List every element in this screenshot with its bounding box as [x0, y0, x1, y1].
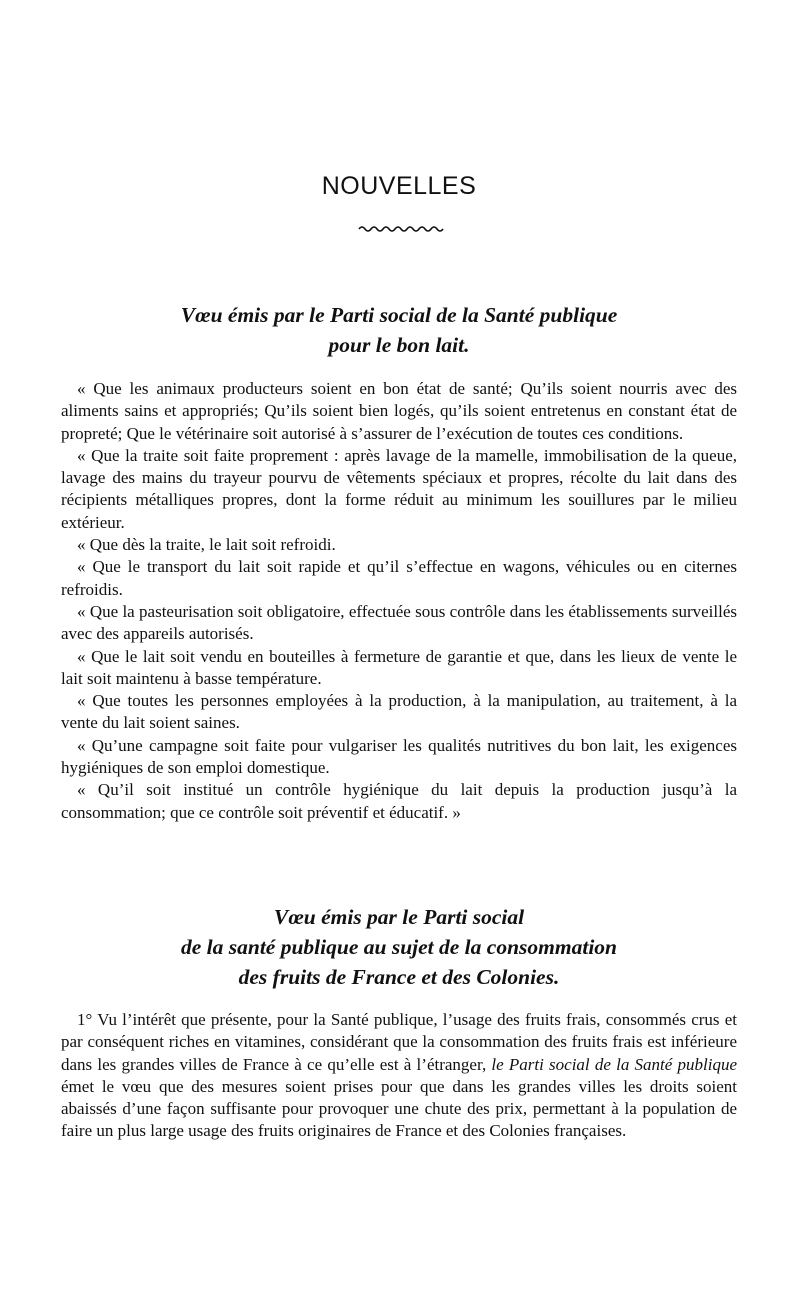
paragraph-text: émet le vœu que des mesures soient prises pour que dans les grandes villes les droits soient abaissés d’une façon suffisante pour provoquer une chute des prix, permettant à la population de faire un plus large usage des fruits originaires de France et des Colonies françaises.	[61, 1076, 737, 1141]
section1-body	[61, 378, 737, 824]
section2-body	[61, 1009, 737, 1143]
page-title: NOUVELLES	[321, 172, 477, 200]
section1-heading-line1: Vœu émis par le Parti social de la Santé publique	[180, 303, 618, 327]
paragraph: « Qu’il soit institué un contrôle hygiénique du lait depuis la production jusqu’à la consommation; que ce contrôle soit préventif et éducatif. »	[61, 780, 737, 822]
section1-heading	[61, 300, 737, 360]
section2-heading-line2: de la santé publique au sujet de la consommation	[180, 935, 617, 959]
paragraph: « Que le transport du lait soit rapide et qu’il s’effectue en wagons, véhicules ou en citernes refroidis.	[61, 557, 737, 599]
paragraph: « Que la traite soit faite proprement : après lavage de la mamelle, immobilisation de la queue, lavage des mains du trayeur pourvu de vêtements spéciaux et propres, récolte du lait dans des récipients métalliques propres, dont la forme réduit au minimum les souillures par le milieu extérieur.	[61, 445, 737, 532]
paragraph: « Que la pasteurisation soit obligatoire, effectuée sous contrôle dans les établissements surveillés avec des appareils autorisés.	[61, 601, 737, 644]
section2-heading-line3: des fruits de France et des Colonies.	[238, 965, 560, 989]
paragraph: « Que toutes les personnes employées à la production, à la manipulation, au traitement, à la vente du lait soient saines.	[61, 691, 737, 733]
paragraph: « Qu’une campagne soit faite pour vulgariser les qualités nutritives du bon lait, les exigences hygiéniques de son emploi domestique.	[61, 735, 737, 778]
section1-heading-line2: pour le bon lait.	[328, 333, 470, 357]
paragraph: « Que le lait soit vendu en bouteilles à fermeture de garantie et que, dans les lieux de vente le lait soit maintenu à basse température.	[61, 646, 737, 688]
wavy-ornament-icon	[357, 224, 447, 234]
section2-heading-line1: Vœu émis par le Parti social	[273, 905, 525, 929]
section2-heading	[61, 902, 737, 992]
paragraph	[61, 1009, 737, 1143]
party-name-italic: le Parti social de la Santé publique	[491, 1054, 737, 1074]
paragraph-text: 1° Vu l’intérêt que présente, pour la Santé publique, l’usage des fruits frais, consommés crus et par conséquent riches en vitamines, considérant que la consommation des fruits frais est inférieure dans les grandes villes de France à ce qu’elle est à l’étranger,	[61, 1010, 737, 1074]
paragraph: « Que dès la traite, le lait soit refroidi.	[77, 535, 336, 555]
paragraph: « Que les animaux producteurs soient en bon état de santé; Qu’ils soient nourris avec des aliments sains et appropriés; Qu’ils soient bien logés, qu’ils soient entretenus en constant état de propreté; Que le vétérinaire soit autorisé à s’assurer de l’exécution de toutes ces conditions.	[61, 379, 737, 443]
